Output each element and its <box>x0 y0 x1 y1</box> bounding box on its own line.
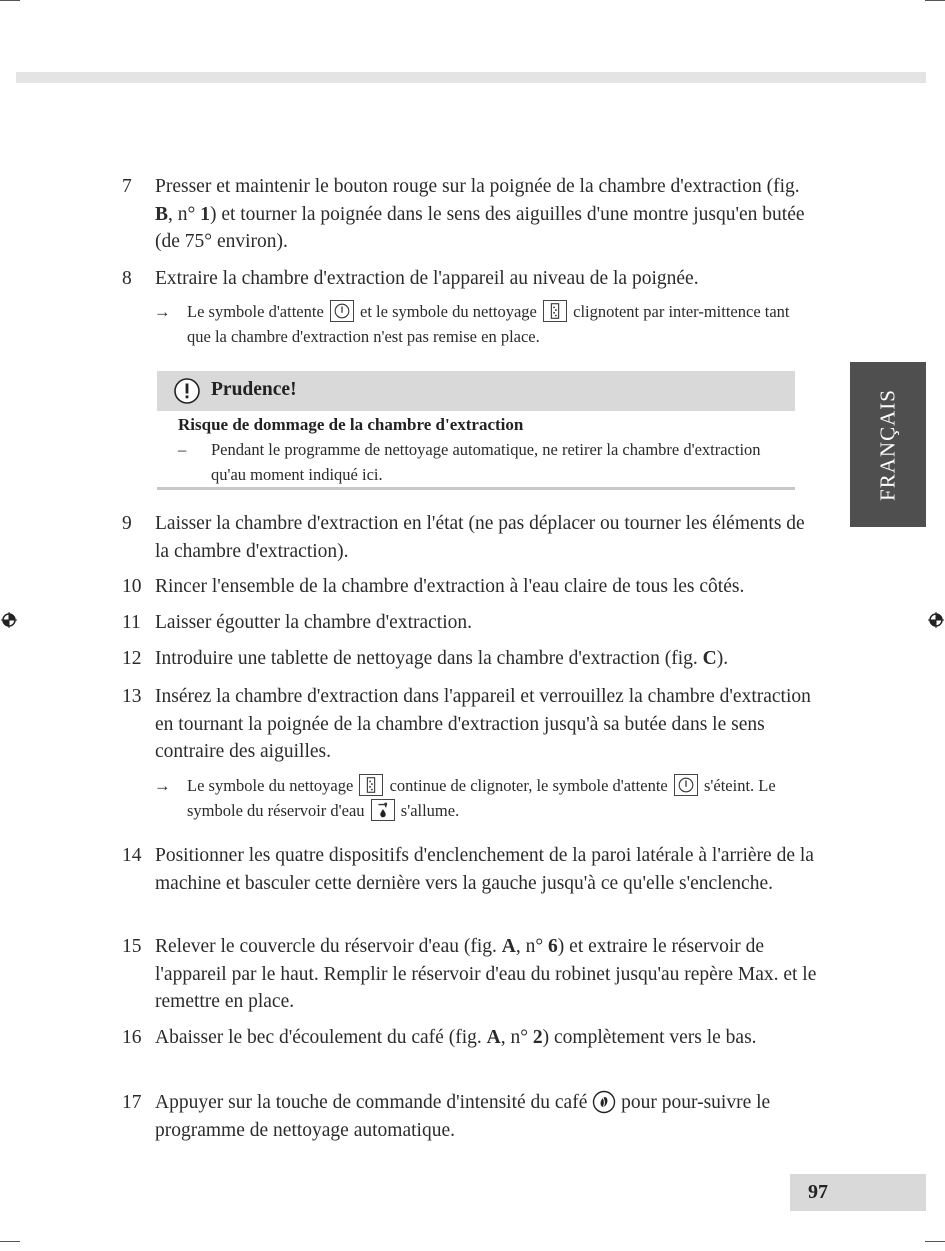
coffee-strength-icon <box>592 1090 616 1114</box>
page-number-box <box>790 1174 926 1211</box>
step-text: Extraire la chambre d'extraction de l'appareil au niveau de la poignée. <box>155 268 699 289</box>
caution-list-item <box>178 437 795 487</box>
water-tank-icon <box>371 799 395 821</box>
step-number: 13 <box>122 686 142 707</box>
crop-mark <box>0 1241 20 1242</box>
caution-header <box>157 371 795 411</box>
step-item <box>122 645 822 673</box>
step-number: 9 <box>122 513 132 534</box>
step-text: Relever le couvercle du réservoir d'eau (fig. A, n° 6) et extraire le réservoir de l'appareil par le haut. Remplir le réservoir d'eau du robinet jusqu'au repère Max. et le remettre en place. <box>155 936 817 1012</box>
crop-mark <box>0 0 20 1</box>
step-item <box>122 173 822 256</box>
step-text: Introduire une tablette de nettoyage dans la chambre d'extraction (fig. C). <box>155 648 729 669</box>
step-text: Rincer l'ensemble de la chambre d'extraction à l'eau claire de tous les côtés. <box>155 576 745 597</box>
note-text: Le symbole d'attente <box>187 302 324 321</box>
registration-mark-icon <box>1 612 17 628</box>
language-tab-label: FRANÇAIS <box>875 388 900 501</box>
step-item <box>122 510 822 565</box>
cleaning-icon <box>359 774 383 796</box>
dash-bullet: – <box>178 440 187 459</box>
caution-divider <box>157 487 795 490</box>
step-text: Positionner les quatre dispositifs d'enclenchement de la paroi latérale à l'arrière de la machine et basculer cette dernière vers la gauche jusqu'à ce qu'elle s'enclenche. <box>155 845 814 894</box>
arrow-icon: → <box>154 776 171 795</box>
step-number: 16 <box>122 1027 142 1048</box>
step-number: 10 <box>122 576 142 597</box>
step-text: Presser et maintenir le bouton rouge sur la poignée de la chambre d'extraction (fig. B, n° 1) et tourner la poignée dans le sens des aiguilles d'une montre jusqu'en butée (de 75° environ). <box>155 176 805 252</box>
step-text: Laisser égoutter la chambre d'extraction. <box>155 612 472 633</box>
header-bar <box>16 72 926 83</box>
caution-body <box>178 414 795 487</box>
step-item <box>122 683 822 766</box>
step-item <box>122 609 822 637</box>
page-number: 97 <box>808 1181 828 1203</box>
step-number: 11 <box>122 612 141 633</box>
step-item <box>122 842 822 897</box>
result-note <box>154 773 814 823</box>
step-number: 17 <box>122 1092 142 1113</box>
note-text: s'éteint. Le symbole du réservoir d'eau <box>187 776 776 821</box>
crop-mark <box>925 0 945 1</box>
step-number: 7 <box>122 176 132 197</box>
step-text: Abaisser le bec d'écoulement du café (fig. A, n° 2) complètement vers le bas. <box>155 1027 757 1048</box>
caution-subtitle: Risque de dommage de la chambre d'extraction <box>178 415 524 434</box>
step-item <box>122 1089 822 1144</box>
registration-mark-icon <box>928 612 944 628</box>
note-text: s'allume. <box>400 801 460 821</box>
cleaning-icon <box>543 300 567 322</box>
step-item <box>122 1024 822 1052</box>
caution-title: Prudence! <box>211 379 297 400</box>
note-text: clignotent par inter-mittence tant que la chambre d'extraction n'est pas remise en place. <box>187 302 790 347</box>
note-text: et le symbole du nettoyage <box>360 302 537 321</box>
step-number: 8 <box>122 268 132 289</box>
step-text: Insérez la chambre d'extraction dans l'appareil et verrouillez la chambre d'extraction en tournant la poignée de la chambre d'extraction jusqu'à sa butée dans le sens contraire des aiguilles. <box>155 686 811 762</box>
step-text: Laisser la chambre d'extraction en l'état (ne pas déplacer ou tourner les éléments de la chambre d'extraction). <box>155 513 805 562</box>
warning-icon <box>173 377 201 405</box>
step-text: Appuyer sur la touche de commande d'intensité du café <box>155 1092 588 1113</box>
step-number: 12 <box>122 648 142 669</box>
step-item <box>122 573 822 601</box>
result-note <box>154 299 814 349</box>
note-text: continue de clignoter, le symbole d'attente <box>389 776 668 795</box>
note-text: Le symbole du nettoyage <box>187 776 354 795</box>
step-number: 14 <box>122 845 142 866</box>
crop-mark <box>925 1241 945 1242</box>
step-text: pour pour-suivre le programme de nettoyage automatique. <box>155 1092 771 1141</box>
standby-icon <box>330 300 354 322</box>
language-tab <box>850 362 926 527</box>
step-item <box>122 265 822 293</box>
caution-text: Pendant le programme de nettoyage automatique, ne retirer la chambre d'extraction qu'au moment indiqué ici. <box>211 440 761 484</box>
arrow-icon: → <box>154 302 171 321</box>
step-number: 15 <box>122 936 142 957</box>
standby-icon <box>674 774 698 796</box>
step-item <box>122 933 822 1016</box>
